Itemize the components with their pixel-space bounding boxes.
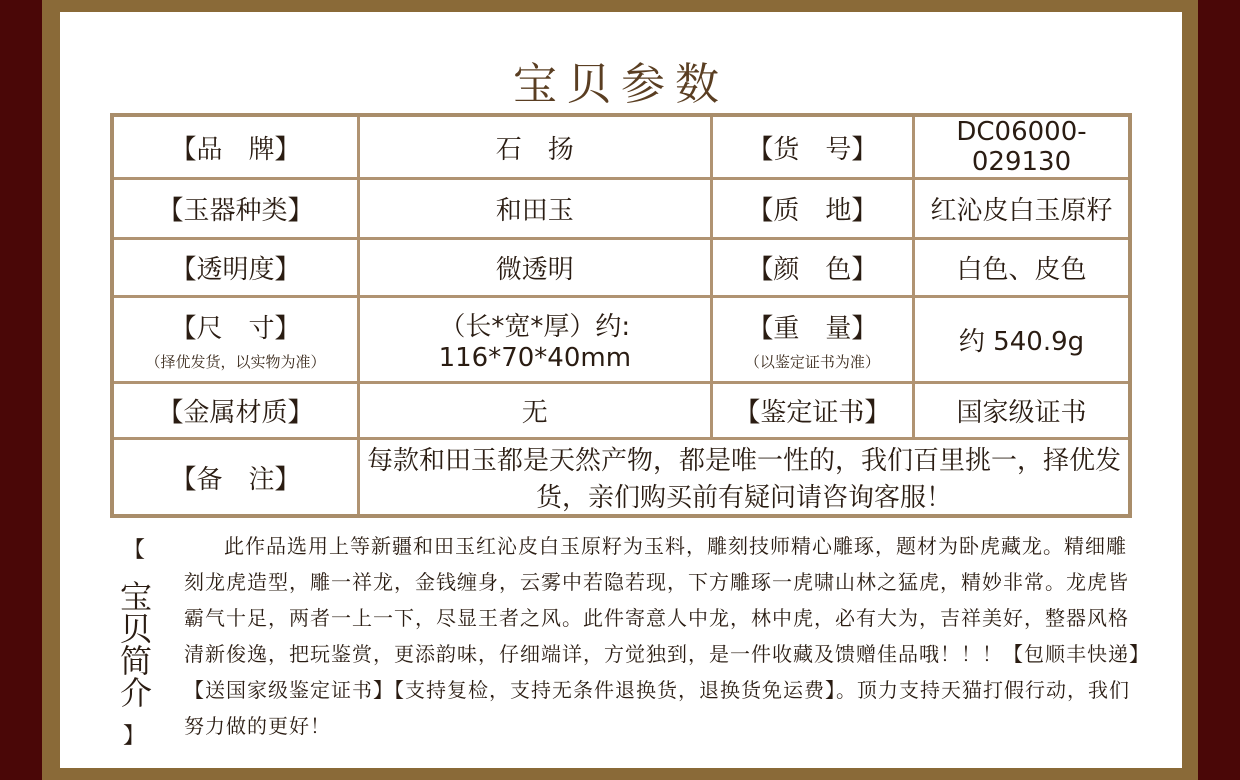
jade-type-value: 和田玉 xyxy=(358,179,711,239)
texture-value: 红沁皮白玉原籽 xyxy=(914,179,1130,239)
size-value: （长*宽*厚）约: 116*70*40mm xyxy=(358,297,711,383)
size-label: 【尺 寸】 xyxy=(170,313,301,344)
color-value: 白色、皮色 xyxy=(914,239,1130,297)
cert-value: 国家级证书 xyxy=(914,383,1130,439)
metal-label: 【金属材质】 xyxy=(112,383,358,439)
intro-heading xyxy=(108,538,160,749)
brand-label: 【品 牌】 xyxy=(112,115,358,179)
item-no-value: DC06000-029130 xyxy=(914,115,1130,179)
table-row xyxy=(112,179,1130,239)
table-row xyxy=(112,239,1130,297)
table-row xyxy=(112,383,1130,439)
bracket-top: 【 xyxy=(122,538,145,563)
metal-value: 无 xyxy=(358,383,711,439)
remark-value: 每款和田玉都是天然产物，都是唯一性的，我们百里挑一，择优发货，亲们购买前有疑问请咨询客服！ xyxy=(358,439,1130,517)
table-row xyxy=(112,297,1130,383)
color-label: 【颜 色】 xyxy=(711,239,913,297)
weight-note: （以鉴定证书为准） xyxy=(744,352,880,371)
weight-cell xyxy=(711,297,913,383)
size-cell xyxy=(112,297,358,383)
spec-table xyxy=(110,113,1132,518)
table-row xyxy=(112,439,1130,517)
item-no-label: 【货 号】 xyxy=(711,115,913,179)
intro-paragraph: 此作品选用上等新疆和田玉红沁皮白玉原籽为玉料，雕刻技师精心雕琢，题材为卧虎藏龙。精细雕刻龙虎造型，雕一祥龙，金钱缠身，云雾中若隐若现，下方雕琢一虎啸山林之猛虎，精妙非常。龙虎皆霸气十足，两者一上一下，尽显王者之风。此件寄意人中龙，林中虎，必有大为，吉祥美好，整器风格清新俊逸，把玩鉴赏，更添韵味，仔细端详，方觉独到，是一件收藏及馈赠佳品哦！！！【包顺丰快递】【送国家级鉴定证书】【支持复检，支持无条件退换货，退换货免运费】。顶力支持天猫打假行动，我们努力做的更好！ xyxy=(184,534,1140,738)
bracket-bottom: 】 xyxy=(122,724,145,749)
intro-label: 宝贝简介 xyxy=(115,580,153,708)
remark-label: 【备 注】 xyxy=(112,439,358,517)
texture-label: 【质 地】 xyxy=(711,179,913,239)
transparency-label: 【透明度】 xyxy=(112,239,358,297)
table-row xyxy=(112,115,1130,179)
jade-type-label: 【玉器种类】 xyxy=(112,179,358,239)
brand-value: 石 扬 xyxy=(358,115,711,179)
weight-label: 【重 量】 xyxy=(747,313,878,344)
size-note: （择优发货，以实物为准） xyxy=(145,352,326,371)
content-panel xyxy=(60,12,1182,768)
weight-value: 约 540.9g xyxy=(914,297,1130,383)
page-title: 宝贝参数 xyxy=(513,59,729,110)
cert-label: 【鉴定证书】 xyxy=(711,383,913,439)
transparency-value: 微透明 xyxy=(358,239,711,297)
